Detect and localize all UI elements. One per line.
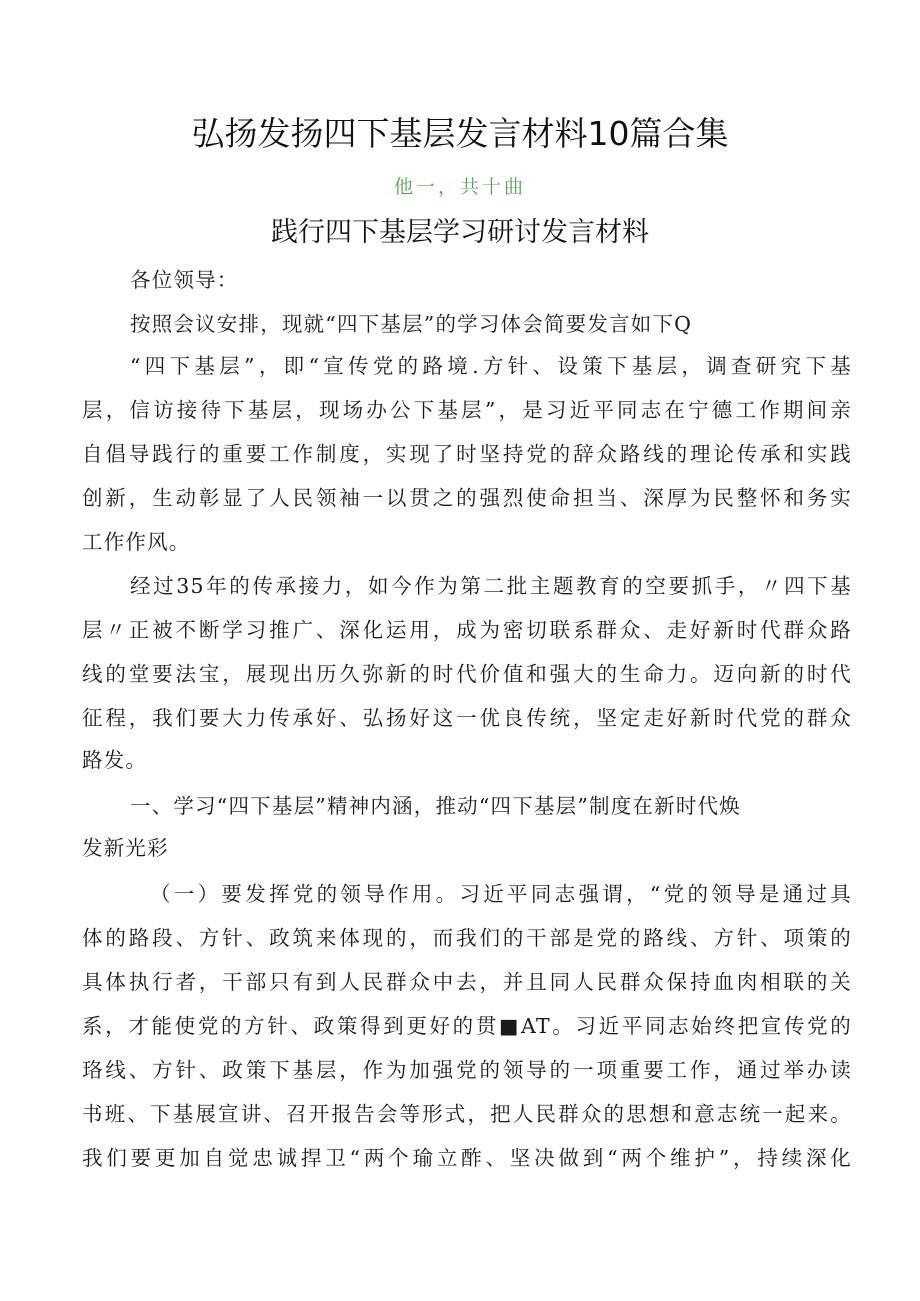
body-line: 征程，我们要大力传承好、弘扬好这一优良传统，坚定走好新时代党的群众 — [82, 706, 852, 730]
body-line: 经过35年的传承接力，如今作为第二批主题教育的空要抓手，〃四下基 — [130, 574, 852, 598]
body-line: 具体执行者，干部只有到人民群众中去，并且同人民群众保持血肉相联的关 — [82, 970, 852, 994]
body-line: 我们要更加自觉忠诚捍卫“两个瑜立酢、坚决做到“两个维护”，持续深化 — [82, 1146, 852, 1170]
body-line: 体的路段、方针、政筑来体现的，而我们的干部是党的路线、方针、项策的 — [82, 926, 852, 950]
body-line: 路发。 — [82, 748, 148, 772]
body-line: （一）要发挥党的领导作用。习近平同志强谓，“党的领导是通过具 — [150, 882, 852, 906]
body-line: 自倡导践行的重要工作制度，实现了时坚持党的辞众路线的理论传承和实践 — [82, 442, 852, 466]
body-line: 创新，生动彰显了人民领袖一以贯之的强烈使命担当、深厚为民整怀和务实 — [82, 486, 852, 510]
body-line: 层，信访接待下基层，现场办公下基层”，是习近平同志在宁德工作期间亲 — [82, 398, 852, 422]
body-line: 工作作风。 — [82, 530, 191, 554]
body-line: 层〃正被不断学习推广、深化运用，成为密切联系群众、走好新时代群众路 — [82, 618, 852, 642]
document-subtitle: 践行四下基层学习研讨发言材料 — [271, 217, 649, 248]
section-heading: 发新光彩 — [82, 836, 169, 860]
body-line: 线的堂要法宝，展现出历久弥新的时代价值和强大的生命力。迈向新的时代 — [82, 662, 852, 686]
body-line: “四下基层”，即“宣传党的路境.方针、设策下基层，调查研究下基 — [130, 354, 852, 378]
body-line: 按照会议安排，现就“四下基层”的学习体会简要发言如下Q — [130, 312, 693, 336]
section-heading: 一、学习“四下基层”精神内涵，推动“四下基层”制度在新时代焕 — [130, 794, 741, 818]
salutation-line: 各位领导： — [130, 268, 239, 292]
document-title: 弘扬发扬四下基层发言材料10篇合集 — [191, 114, 729, 153]
body-line: 系，才能使党的方针、政策得到更好的贯■AT。习近平同志始终把宣传党的 — [82, 1014, 852, 1038]
body-line: 珞线、方针、政策下基层，作为加强党的领导的一项重要工作，通过举办读 — [82, 1058, 852, 1082]
body-line: 书班、下基展宣讲、召开报告会等形式，把人民群众的思想和意志统一起来。 — [82, 1102, 852, 1126]
section-note: 他一，共十曲 — [393, 176, 526, 198]
